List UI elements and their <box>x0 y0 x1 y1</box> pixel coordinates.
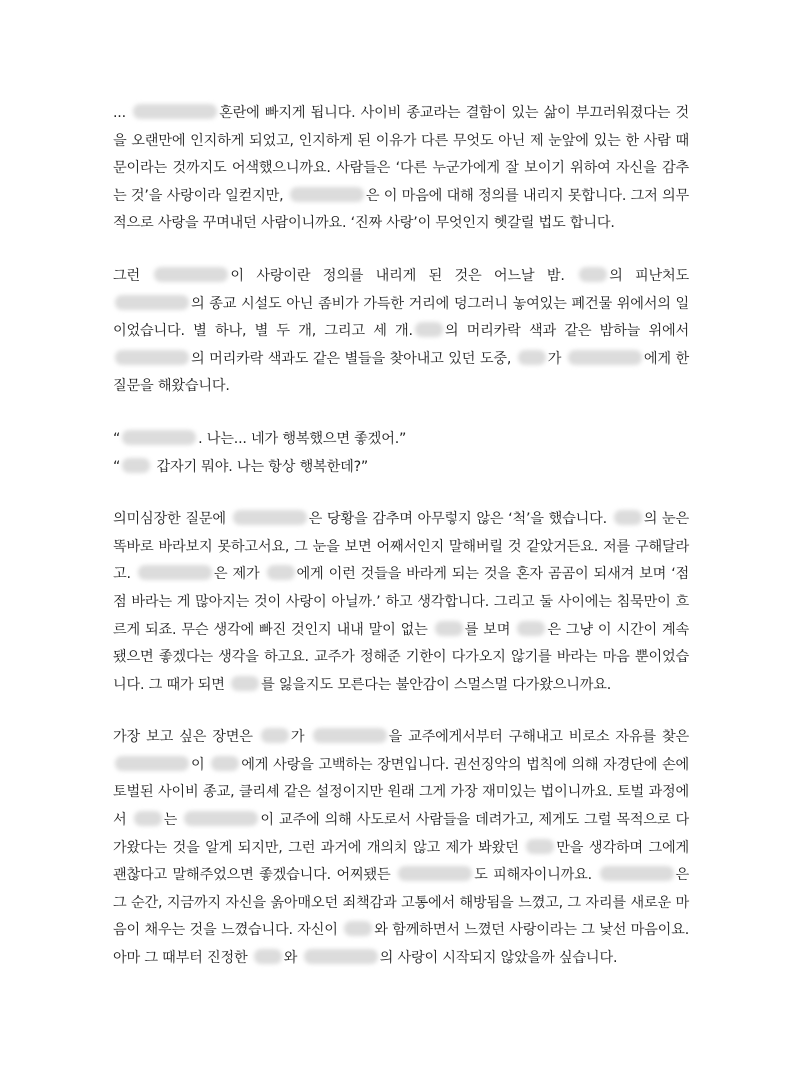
paragraph-text: 에게 한 질문을 해왔습니다. <box>113 350 690 395</box>
redacted-name <box>184 811 258 826</box>
paragraph-4 <box>113 724 689 972</box>
redacted-name <box>115 756 189 771</box>
redacted-name <box>518 350 546 365</box>
paragraph-text: 는 <box>163 812 178 829</box>
paragraph-text: 은 그 순간, 지금까지 자신을 옭아매오던 죄책감과 고통에서 해방됨을 느꼈고, 그 자리를 새로운 마음이 채우는 것을 느꼈습니다. 자신이 <box>113 867 690 939</box>
dialogue-block <box>113 426 689 481</box>
redacted-name <box>517 621 545 636</box>
redacted-name <box>231 676 259 691</box>
paragraph-text: 가 <box>547 350 562 367</box>
paragraph-1 <box>113 100 689 238</box>
redacted-name <box>600 866 674 881</box>
paragraph-3 <box>113 506 689 699</box>
paragraph-text: 이 <box>191 756 205 773</box>
quote-open: “ <box>113 430 121 447</box>
redacted-name <box>344 921 372 936</box>
paragraph-text: 의 종교 시설도 아닌 좀비가 가득한 거리에 덩그러니 놓여있는 폐건물 위에서의 일이었습니다. 별 하나, 별 두 개, 그리고 세 개. <box>113 295 689 340</box>
redacted-name <box>254 949 282 964</box>
redacted-name <box>579 267 607 282</box>
paragraph-text: 이 사랑이란 정의를 내리게 된 것은 어느날 밤. <box>230 267 565 284</box>
redacted-name <box>526 839 554 854</box>
paragraph-text: 의 사랑이 시작되지 않았을까 싶습니다. <box>379 950 618 967</box>
paragraph-text: 을 교주에게서부터 구해내고 비로소 자유를 찾은 <box>388 729 690 746</box>
redacted-name <box>261 728 289 743</box>
document-body <box>113 100 689 998</box>
paragraph-text: 가장 보고 싶은 장면은 <box>113 729 253 746</box>
redacted-name <box>115 295 189 310</box>
paragraph-text: 의 피난처도 <box>609 267 689 284</box>
paragraph-text: 혼란에 빠지게 됩니다. 사이비 종교라는 결함이 있는 삶이 부끄러워졌다는 것을 오랜만에 인지하게 되었고, 인지하게 된 이유가 다른 무엇도 아닌 제 눈앞에 있는 한 사람 때문이라는 것까지도 어색했으니까요. 사람들은 ‘다른 누군가에게 잘 보이기 위하여 자신을 감추는 것’을 사랑이라 일컫지만, <box>113 105 690 204</box>
paragraph-2 <box>113 263 689 401</box>
paragraph-text: 와 <box>283 950 298 967</box>
redacted-name <box>138 565 212 580</box>
paragraph-text: 은 당황을 감추며 아무렇지 않은 ‘척’을 했습니다. <box>308 511 607 528</box>
redacted-name <box>233 510 307 525</box>
redacted-name <box>290 187 364 202</box>
paragraph-text: 은 그냥 이 시간이 계속 됐으면 좋겠다는 생각을 하고요. 교주가 정해준 기한이 다가오지 않기를 바라는 마음 뿐이었습니다. 그 때가 되면 <box>113 621 690 693</box>
redacted-name <box>398 866 472 881</box>
redacted-name <box>122 458 150 473</box>
paragraph-text: 은 이 마음에 대해 정의를 내리지 못합니다. 그저 의무적으로 사랑을 꾸며내던 사람이니까요. ‘진짜 사랑’이 무엇인지 헷갈릴 법도 합니다. <box>113 187 690 232</box>
redacted-name <box>614 510 642 525</box>
paragraph-text: 를 보며 <box>464 621 511 638</box>
dialogue-line-1 <box>113 426 689 454</box>
dialogue-line-2 <box>113 454 689 482</box>
paragraph-text: 의 눈은 똑바로 바라보지 못하고서요, 그 눈을 보면 어째서인지 말해버릴 것 같았거든요. 저를 구해달라고. <box>113 511 690 583</box>
paragraph-text: 은 제가 <box>213 566 260 583</box>
redacted-name <box>122 430 196 445</box>
paragraph-text: 의 머리카락 색과도 같은 별들을 찾아내고 있던 도중, <box>191 350 512 367</box>
redacted-name <box>304 949 378 964</box>
redacted-name <box>568 350 642 365</box>
paragraph-text: 와 함께하면서 느꼈던 사랑이라는 그 낯선 마음이요. 아마 그 때부터 진정한 <box>113 922 690 967</box>
paragraph-text: 이 교주에 의해 사도로서 사람들을 데려가고, 제게도 그럴 목적으로 다가왔다는 것을 알게 되지만, 그런 과거에 개의치 않고 제가 봐왔던 <box>113 812 689 856</box>
quote-open: “ <box>113 458 121 475</box>
redacted-name <box>134 811 162 826</box>
redacted-name <box>133 104 217 119</box>
paragraph-text: 도 피해자이니까요. <box>474 867 592 884</box>
paragraph-text: 가 <box>290 729 305 746</box>
redacted-name <box>415 322 443 337</box>
paragraph-text: 만을 생각하며 그에게 괜찮다고 말해주었으면 좋겠습니다. 어찌됐든 <box>113 839 690 884</box>
paragraph-text: 에게 이런 것들을 바라게 되는 것을 혼자 곰곰이 되새겨 보며 ‘점점 바라는 게 많아지는 것이 사랑이 아닐까.’ 하고 생각합니다. 그리고 둘 사이에는 침묵만이 흐르게 되죠. 무슨 생각에 빠진 것인지 내내 말이 없는 <box>113 566 690 638</box>
ellipsis-text: ... <box>113 105 126 121</box>
redacted-name <box>211 756 239 771</box>
paragraph-text: 그런 <box>113 267 141 284</box>
redacted-name <box>267 565 295 580</box>
dialogue-text: . 나는... 네가 행복했으면 좋겠어.” <box>198 430 407 447</box>
paragraph-text: 를 잃을지도 모른다는 불안감이 스멀스멀 다가왔으니까요. <box>261 676 612 693</box>
dialogue-text: 갑자기 뭐야. 나는 항상 행복한데?” <box>156 458 369 475</box>
redacted-name <box>154 267 228 282</box>
paragraph-text: 에게 사랑을 고백하는 장면입니다. 권선징악의 법칙에 의해 자경단에 손에 토벌된 사이비 종교, 클리셰 같은 설정이지만 원래 그게 가장 재미있는 법이니까요. 토벌 과정에서 <box>113 756 689 829</box>
redacted-name <box>115 350 189 365</box>
redacted-name <box>435 621 463 636</box>
paragraph-text: 의 머리카락 색과 같은 밤하늘 위에서 <box>444 323 689 340</box>
redacted-name <box>313 728 387 743</box>
paragraph-text: 의미심장한 질문에 <box>113 511 226 528</box>
